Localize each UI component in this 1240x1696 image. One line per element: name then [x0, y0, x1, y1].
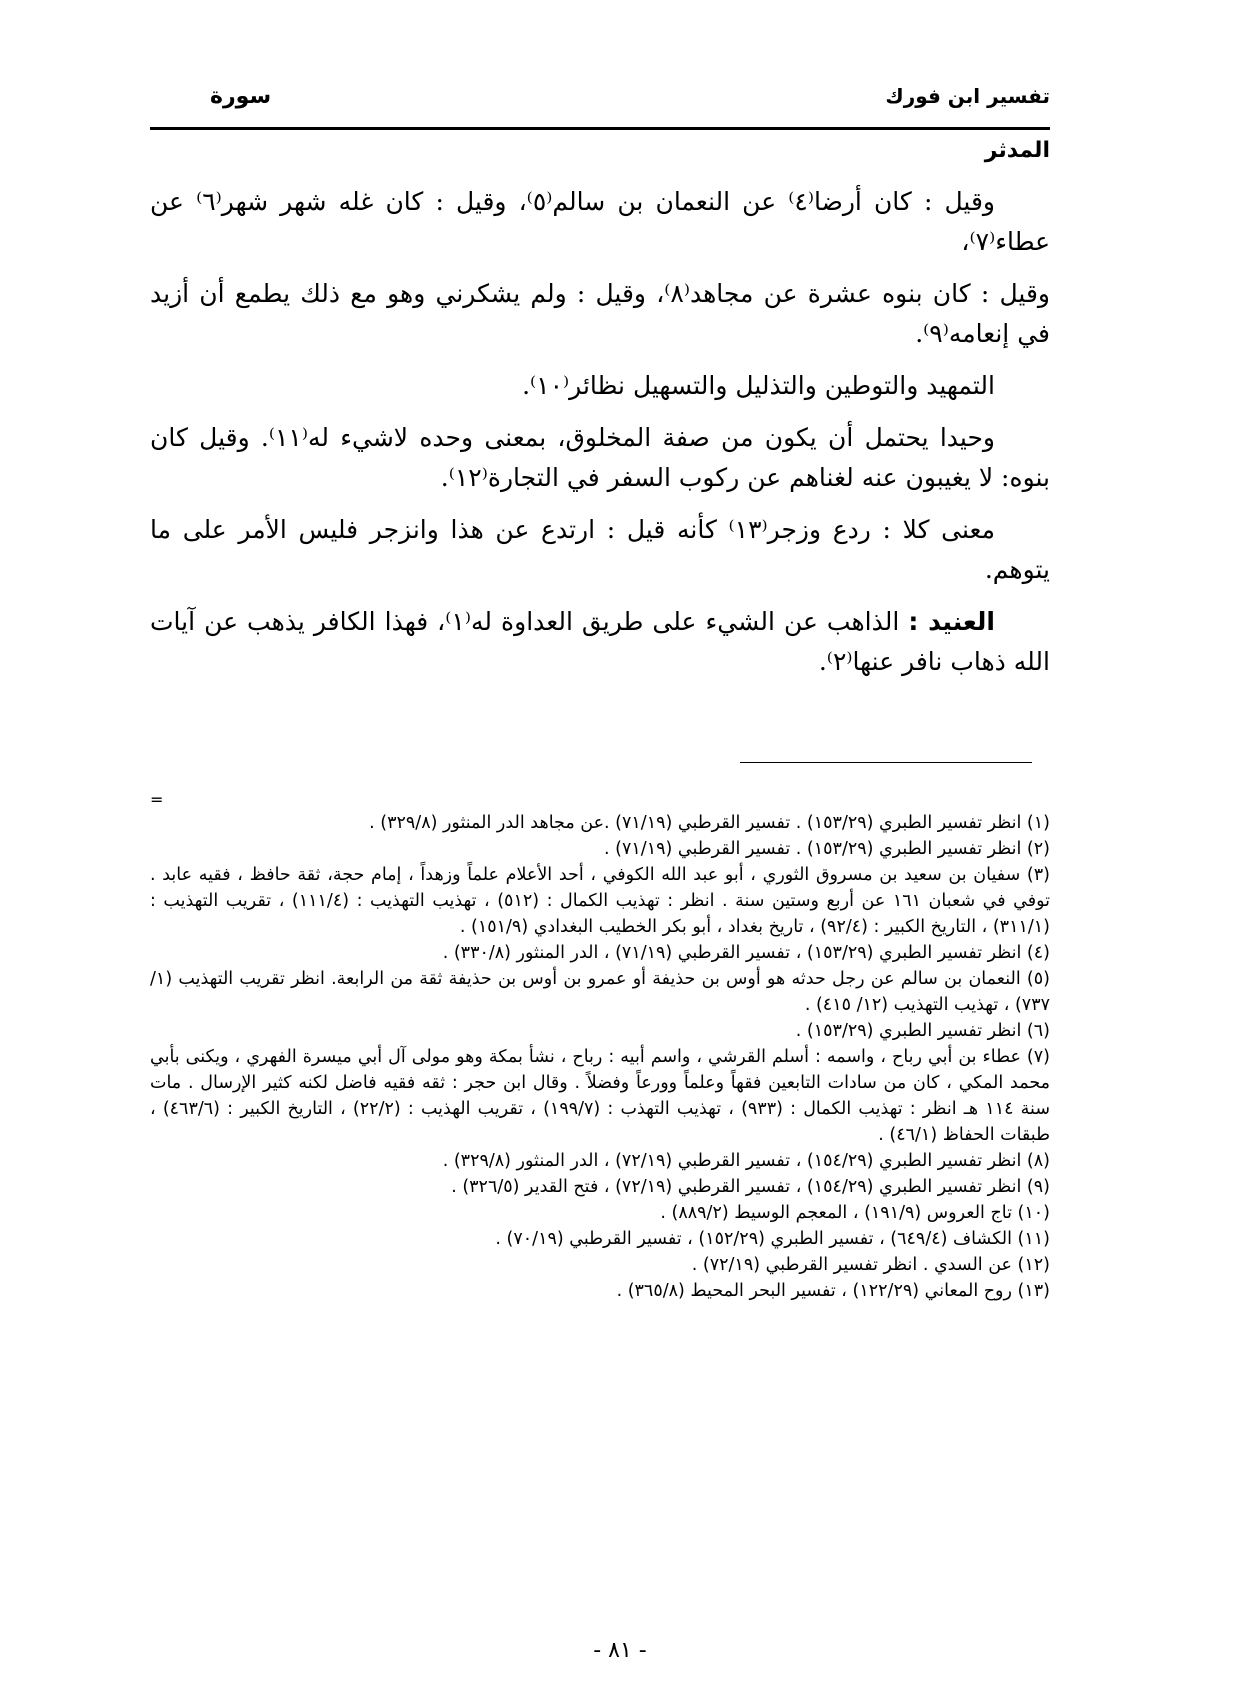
footnote-1: (١) انظر تفسير الطبري (١٥٣/٢٩) . تفسير القرطبي (٧١/١٩) .عن مجاهد الدر المنثور (٣٢٩/٨) .	[369, 813, 1050, 833]
header-rule	[150, 127, 1050, 130]
page-number: - ٨١ -	[593, 1638, 647, 1663]
term-al-anid: العنيد :	[908, 607, 996, 636]
footnote-9: (٩) انظر تفسير الطبري (١٥٤/٢٩) ، تفسير القرطبي (٧٢/١٩) ، فتح القدير (٣٢٦/٥) .	[451, 1177, 1050, 1197]
footnote-4: (٤) انظر تفسير الطبري (١٥٣/٢٩) ، تفسير القرطبي (٧١/١٩) ، الدر المنثور (٣٣٠/٨) .	[442, 943, 1050, 963]
book-title: تفسير ابن فورك	[885, 84, 1050, 108]
footnote-2: (٢) انظر تفسير الطبري (١٥٣/٢٩) . تفسير القرطبي (٧١/١٩) .	[604, 839, 1050, 859]
footnote-3: (٣) سفيان بن سعيد بن مسروق الثوري ، أبو عبد الله الكوفي ، أحد الأعلام علماً وزهداً ، إمام حجة، ثقة حافظ ، فقيه عابد . توفي في شعبان ١٦١ عن أربع وستين سنة . انظر : تهذيب الكمال : (٥١٢) ، تهذيب التهذيب : (١١١/٤) ، تقريب التهذيب : (٣١١/١) ، التاريخ الكبير : (٩٢/٤) ، تاريخ بغداد ، أبو بكر الخطيب البغدادي (١٥١/٩) .	[150, 865, 1050, 937]
footnote-13: (١٣) روح المعاني (١٢٢/٢٩) ، تفسير البحر المحيط (٣٦٥/٨) .	[616, 1281, 1050, 1301]
footnote-6: (٦) انظر تفسير الطبري (١٥٣/٢٩) .	[795, 1021, 1050, 1041]
paragraph-1: وقيل : كان أرضا⁽٤⁾ عن النعمان بن سالم⁽٥⁾، وقيل : كان غله شهر شهر⁽٦⁾ عن عطاء⁽٧⁾،	[150, 187, 1050, 256]
footnote-continuation-mark: =	[150, 790, 164, 809]
footnote-7: (٧) عطاء بن أبي رباح ، واسمه : أسلم القرشي ، واسم أبيه : رباح ، نشأ بمكة وهو مولى آل أبي ميسرة الفهري ، ويكنى بأبي محمد المكي ، كان من سادات التابعين فقهاً وعلماً وورعاً وفضلاً . وقال ابن حجر : ثقه فقيه فاضل لكنه كثير الإرسال . مات سنة ١١٤ هـ انظر : تهذيب الكمال : (٩٣٣) ، تهذيب التهذب : (١٩٩/٧) ، تقريب الهذيب : (٢٢/٢) ، التاريخ الكبير : (٤٦٣/٦) ، طبقات الحفاظ (٤٦/١) .	[150, 1047, 1051, 1145]
paragraph-6-text: الذاهب عن الشيء على طريق العداوة له⁽١⁾، فهذا الكافر يذهب عن آيات الله ذهاب نافر عنها⁽٢⁾.	[150, 607, 1050, 676]
running-header	[150, 84, 1050, 124]
main-text	[150, 182, 1050, 694]
surah-name: المدثر	[984, 138, 1050, 163]
paragraph-6	[150, 602, 1050, 682]
section-label: سورة	[210, 84, 272, 109]
footnote-11: (١١) الكشاف (٦٤٩/٤) ، تفسير الطبري (١٥٢/٢٩) ، تفسير القرطبي (٧٠/١٩) .	[495, 1229, 1050, 1249]
footnote-12: (١٢) عن السدي . انظر تفسير القرطبي (٧٢/١٩) .	[691, 1255, 1050, 1275]
footnote-separator	[740, 762, 1032, 763]
footnote-10: (١٠) تاج العروس (١٩١/٩) ، المعجم الوسيط (٨٨٩/٢) .	[660, 1203, 1050, 1223]
footnote-8: (٨) انظر تفسير الطبري (١٥٤/٢٩) ، تفسير القرطبي (٧٢/١٩) ، الدر المنثور (٣٢٩/٨) .	[442, 1151, 1050, 1171]
paragraph-4: وحيدا يحتمل أن يكون من صفة المخلوق، بمعنى وحده لاشيء له⁽١١⁾. وقيل كان بنوه: لا يغيبون عنه لغناهم عن ركوب السفر في التجارة⁽١٢⁾.	[150, 423, 1050, 492]
footnotes	[150, 792, 1050, 1304]
paragraph-3: التمهيد والتوطين والتذليل والتسهيل نظائر⁽١٠⁾.	[522, 371, 995, 400]
footnote-5: (٥) النعمان بن سالم عن رجل حدثه هو أوس بن حذيفة أو عمرو بن أوس بن حذيفة ثقة من الرابعة. انظر تقريب التهذيب (١/ ٧٣٧) ، تهذيب التهذيب (١٢/ ٤١٥) .	[150, 969, 1050, 1015]
paragraph-5: معنى كلا : ردع وزجر⁽١٣⁾ كأنه قيل : ارتدع عن هذا وانزجر فليس الأمر على ما يتوهم.	[150, 515, 1050, 584]
paragraph-2: وقيل : كان بنوه عشرة عن مجاهد⁽٨⁾، وقيل : ولم يشكرني وهو مع ذلك يطمع أن أزيد في إنعامه⁽٩⁾.	[150, 279, 1050, 348]
